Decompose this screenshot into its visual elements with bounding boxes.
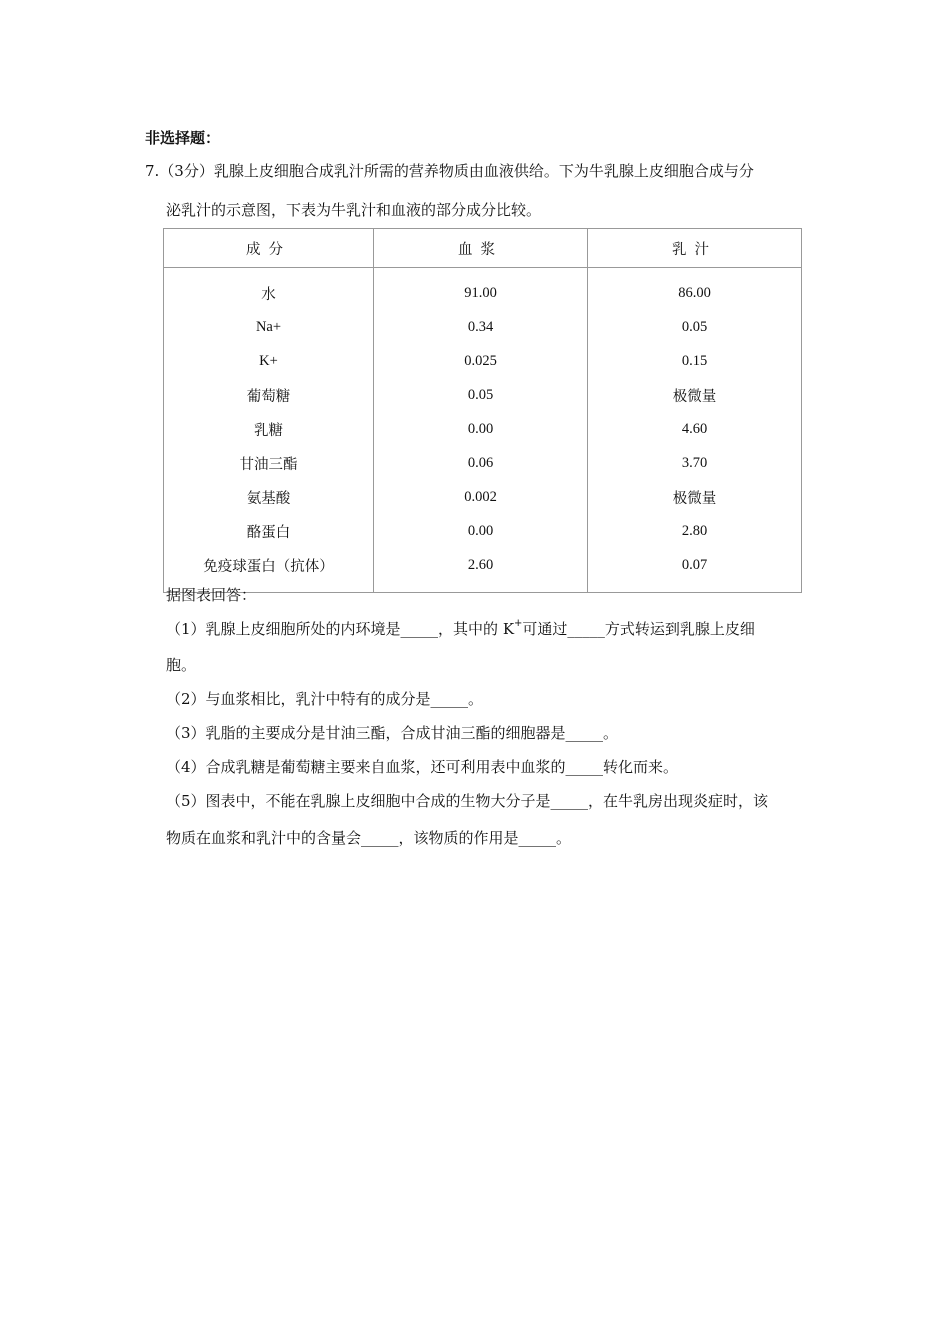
- header-milk: 乳汁: [588, 229, 802, 268]
- sub-question-1-cont: 胞。: [166, 656, 197, 674]
- table-row: [164, 268, 802, 311]
- cell-plasma: 0.00: [374, 514, 588, 548]
- sub-question-1: [166, 619, 755, 639]
- table-row: [164, 480, 802, 514]
- cell-component: 酪蛋白: [164, 514, 374, 548]
- cell-milk: 4.60: [588, 412, 802, 446]
- cell-component: 免疫球蛋白（抗体）: [164, 548, 374, 593]
- cell-component: 水: [164, 268, 374, 311]
- table-row: [164, 412, 802, 446]
- cell-plasma: 0.025: [374, 344, 588, 378]
- cell-milk: 2.80: [588, 514, 802, 548]
- cell-milk: 86.00: [588, 268, 802, 311]
- cell-component: 甘油三酯: [164, 446, 374, 480]
- cell-milk: 极微量: [588, 378, 802, 412]
- cell-milk: 0.15: [588, 344, 802, 378]
- q1-text-a: （1）乳腺上皮细胞所处的内环境是_____，其中的 K: [166, 620, 515, 638]
- section-title: 非选择题：: [145, 129, 221, 147]
- cell-plasma: 0.34: [374, 310, 588, 344]
- cell-milk: 0.05: [588, 310, 802, 344]
- sub-question-3: （3）乳脂的主要成分是甘油三酯，合成甘油三酯的细胞器是_____。: [166, 724, 619, 742]
- sub-question-5-line-2: 物质在血浆和乳汁中的含量会_____，该物质的作用是_____。: [166, 829, 572, 847]
- cell-component: 葡萄糖: [164, 378, 374, 412]
- cell-component: Na+: [164, 310, 374, 344]
- table-row: [164, 310, 802, 344]
- cell-component: 乳糖: [164, 412, 374, 446]
- cell-plasma: 0.00: [374, 412, 588, 446]
- cell-milk: 极微量: [588, 480, 802, 514]
- sub-question-4: （4）合成乳糖是葡萄糖主要来自血浆，还可利用表中血浆的_____转化而来。: [166, 758, 679, 776]
- table-row: [164, 378, 802, 412]
- question-line-1: 7.（3分）乳腺上皮细胞合成乳汁所需的营养物质由血液供给。下为牛乳腺上皮细胞合成与分: [145, 162, 754, 180]
- cell-milk: 0.07: [588, 548, 802, 593]
- table-header-row: [164, 229, 802, 268]
- cell-plasma: 0.05: [374, 378, 588, 412]
- header-component: 成分: [164, 229, 374, 268]
- header-plasma: 血浆: [374, 229, 588, 268]
- question-line-2: 泌乳汁的示意图，下表为牛乳汁和血液的部分成分比较。: [166, 201, 542, 219]
- cell-component: K+: [164, 344, 374, 378]
- table-row: [164, 548, 802, 593]
- cell-milk: 3.70: [588, 446, 802, 480]
- sub-question-5-line-1: （5）图表中，不能在乳腺上皮细胞中合成的生物大分子是_____，在牛乳房出现炎症时，该: [166, 792, 769, 810]
- q1-text-b: 可通过_____方式转运到乳腺上皮细: [522, 620, 755, 638]
- sub-question-2: （2）与血浆相比，乳汁中特有的成分是_____。: [166, 690, 484, 708]
- table-row: [164, 514, 802, 548]
- answer-intro: 据图表回答：: [166, 586, 257, 604]
- q1-superscript: +: [514, 618, 523, 629]
- composition-table: [163, 228, 802, 593]
- table-row: [164, 446, 802, 480]
- table-row: [164, 344, 802, 378]
- cell-plasma: 0.002: [374, 480, 588, 514]
- cell-plasma: 2.60: [374, 548, 588, 593]
- cell-component: 氨基酸: [164, 480, 374, 514]
- cell-plasma: 0.06: [374, 446, 588, 480]
- cell-plasma: 91.00: [374, 268, 588, 311]
